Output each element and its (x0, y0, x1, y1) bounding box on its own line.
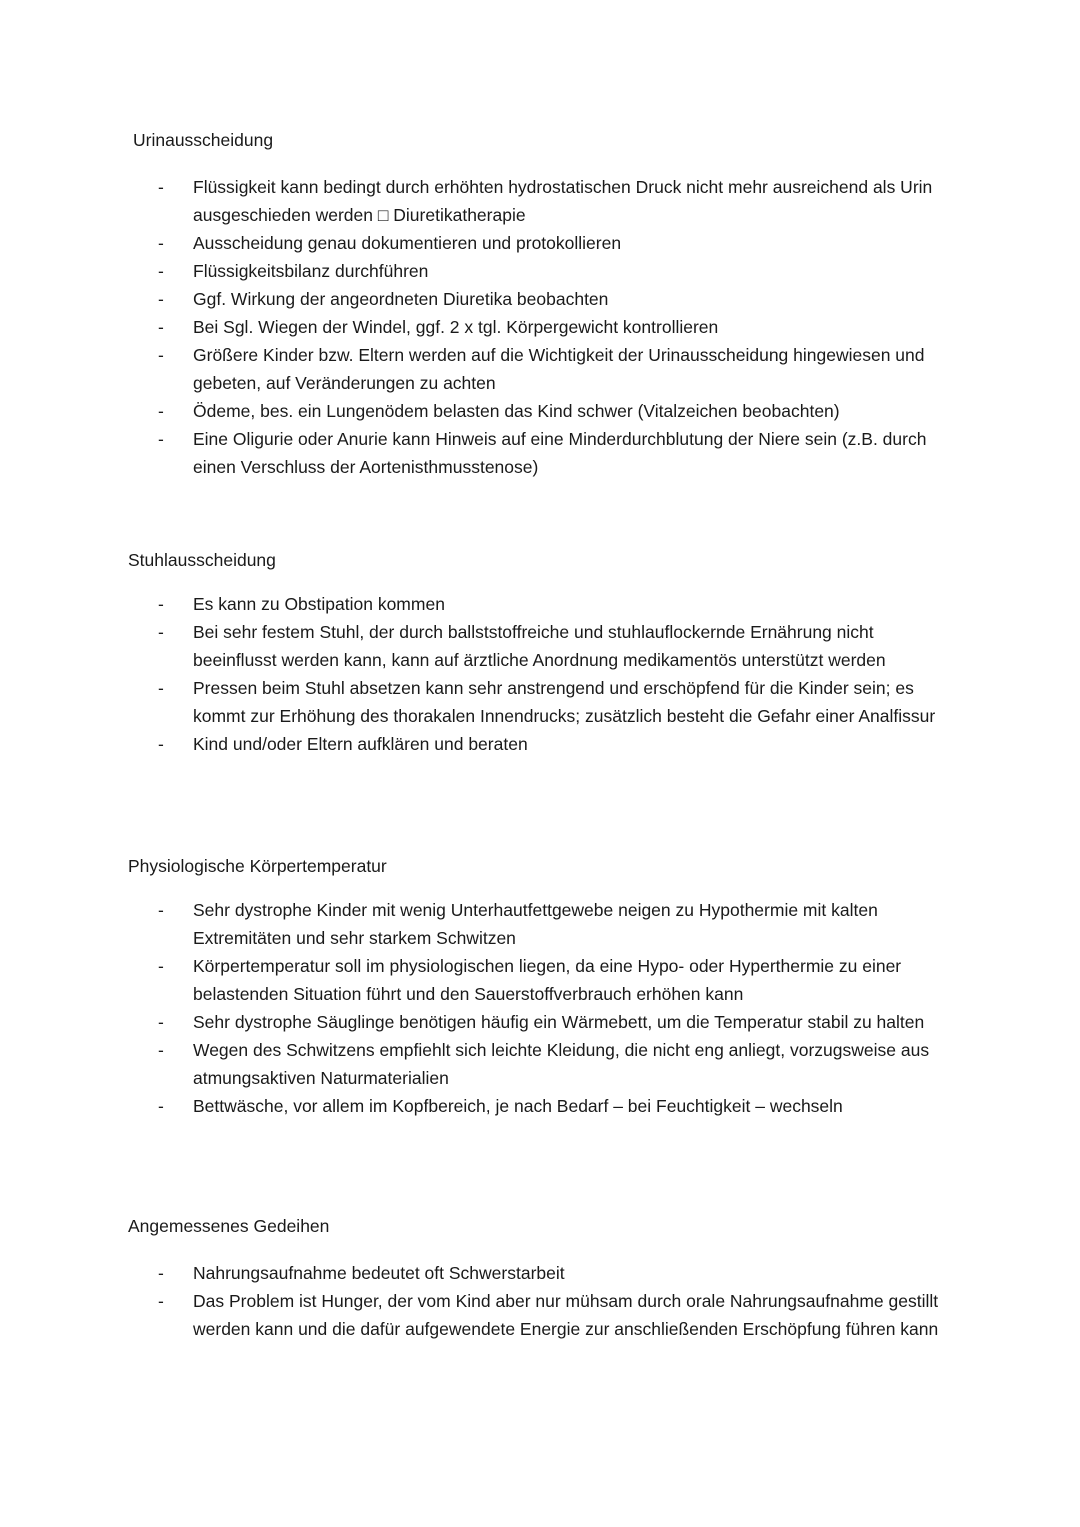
list-item: - Bei sehr festem Stuhl, der durch ballststoffreiche und stuhlauflockernde Ernährung nicht beeinflusst werden kann, kann auf ärztliche Anordnung medikamentös unterstützt werden (158, 622, 886, 670)
section-heading: Stuhlausscheidung (128, 550, 276, 570)
list-item: - Bettwäsche, vor allem im Kopfbereich, je nach Bedarf – bei Feuchtigkeit – wechseln (158, 1096, 843, 1116)
list-item: - Größere Kinder bzw. Eltern werden auf die Wichtigkeit der Urinausscheidung hingewiesen und gebeten, auf Veränderungen zu achten (158, 345, 925, 393)
list-item: - Pressen beim Stuhl absetzen kann sehr anstrengend und erschöpfend für die Kinder sein; es kommt zur Erhöhung des thorakalen Innendrucks; zusätzlich besteht die Gefahr einer Analfissur (158, 678, 936, 726)
list-item: - Ödeme, bes. ein Lungenödem belasten das Kind schwer (Vitalzeichen beobachten) (158, 401, 840, 421)
list-item: - Körpertemperatur soll im physiologischen liegen, da eine Hypo- oder Hyperthermie zu einer belastenden Situation führt und den Sauerstoffverbrauch erhöhen kann (158, 956, 902, 1004)
list-item: - Bei Sgl. Wiegen der Windel, ggf. 2 x tgl. Körpergewicht kontrollieren (158, 317, 719, 337)
list-item: - Sehr dystrophe Kinder mit wenig Unterhautfettgewebe neigen zu Hypothermie mit kalten Extremitäten und sehr starkem Schwitzen (158, 900, 878, 948)
section-heading: Physiologische Körpertemperatur (128, 856, 387, 876)
list-item: - Kind und/oder Eltern aufklären und beraten (158, 734, 528, 754)
bullet-list (0, 896, 1080, 1120)
bullet-list (0, 590, 1080, 758)
section-heading: Angemessenes Gedeihen (128, 1216, 330, 1236)
bullet-list (0, 1259, 1080, 1343)
list-item: - Nahrungsaufnahme bedeutet oft Schwerstarbeit (158, 1263, 565, 1283)
bullet-list (0, 173, 1080, 481)
list-item: - Eine Oligurie oder Anurie kann Hinweis auf eine Minderdurchblutung der Niere sein (z.B. durch einen Verschluss der Aortenisthmusstenose) (158, 429, 927, 477)
list-item: - Wegen des Schwitzens empfiehlt sich leichte Kleidung, die nicht eng anliegt, vorzugsweise aus atmungsaktiven Naturmaterialien (158, 1040, 930, 1088)
section-heading: Urinausscheidung (133, 130, 274, 150)
list-item: - Ggf. Wirkung der angeordneten Diuretika beobachten (158, 289, 609, 309)
list-item: - Sehr dystrophe Säuglinge benötigen häufig ein Wärmebett, um die Temperatur stabil zu halten (158, 1012, 925, 1032)
list-item: - Flüssigkeit kann bedingt durch erhöhten hydrostatischen Druck nicht mehr ausreichend als Urin ausgeschieden werden □ Diuretikatherapie (158, 177, 933, 225)
list-item: - Das Problem ist Hunger, der vom Kind aber nur mühsam durch orale Nahrungsaufnahme gestillt werden kann und die dafür aufgewendete Energie zur anschließenden Erschöpfung führen kann (158, 1291, 939, 1339)
list-item: - Ausscheidung genau dokumentieren und protokollieren (158, 233, 622, 253)
list-item: - Es kann zu Obstipation kommen (158, 594, 445, 614)
list-item: - Flüssigkeitsbilanz durchführen (158, 261, 429, 281)
